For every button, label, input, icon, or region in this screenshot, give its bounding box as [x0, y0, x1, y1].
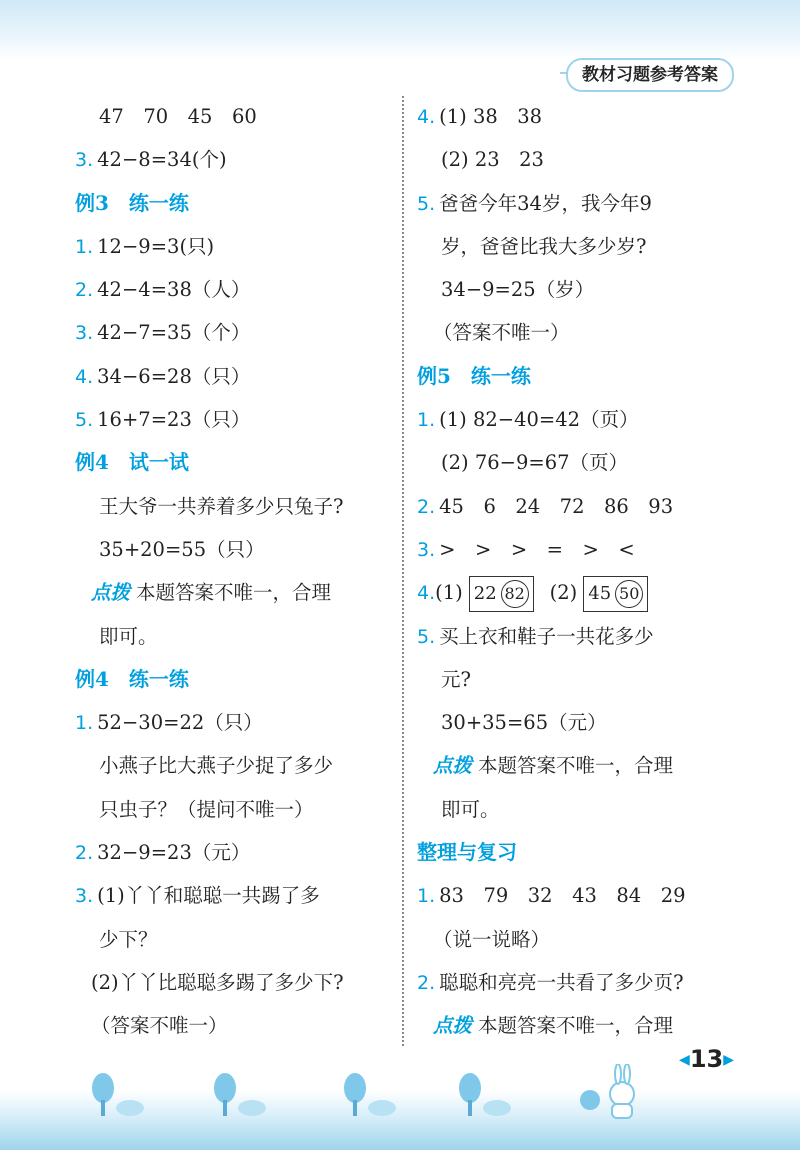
item-number: 4.: [417, 582, 436, 605]
answer-text: 35+20=55（只）: [99, 537, 265, 561]
item-number: 1.: [417, 885, 436, 908]
answer-item: [417, 95, 747, 138]
answer-item: [417, 874, 747, 917]
answer-text: 34−9=25（岁）: [441, 278, 595, 302]
section-heading: [417, 831, 747, 874]
answer-text: 岁，爸爸比我大多少岁?: [441, 234, 647, 258]
item-number: 5.: [417, 625, 436, 648]
answer-item: [75, 268, 393, 311]
answer-text: （答案不唯一）: [91, 1014, 228, 1038]
item-text: 42−8=34(个): [97, 148, 227, 172]
answer-item: [75, 831, 393, 874]
item-number: 5.: [417, 192, 436, 215]
item-text: 34−6=28（只）: [97, 364, 251, 388]
answer-text: (2)丫丫比聪聪多踢了多少下?: [91, 970, 344, 994]
answer-text: 只虫子？（提问不唯一）: [99, 797, 314, 821]
item-text: 买上衣和鞋子一共花多少: [439, 624, 654, 648]
answer-item: [417, 485, 747, 528]
section-title: 练一练: [470, 363, 531, 388]
section-title: 练一练: [128, 190, 189, 215]
answer-item: [75, 311, 393, 354]
section-heading: [75, 182, 393, 225]
item-text: > > > = > <: [439, 537, 635, 561]
item-text: 42−4=38（人）: [97, 278, 251, 302]
section-label: 整理与复习: [417, 840, 517, 865]
answer-box: [469, 576, 534, 612]
answer-text: (2) 23 23: [441, 148, 544, 172]
right-column: [417, 95, 747, 1048]
column-divider: [402, 96, 404, 1046]
answer-box: [583, 576, 648, 612]
answer-text: 王大爷一共养着多少只兔子?: [99, 494, 344, 518]
item-text: (1) 82−40=42（页）: [439, 408, 639, 432]
tip-label: 点拨: [433, 1014, 473, 1038]
answer-item: [417, 615, 747, 658]
item-number: 3.: [75, 322, 94, 345]
item-number: 4.: [75, 365, 94, 388]
item-number: 3.: [75, 885, 94, 908]
rabbit-mascot-icon: [570, 1064, 650, 1124]
answer-item: [75, 225, 393, 268]
tip-label: 点拨: [91, 581, 131, 605]
tip-note: [417, 744, 747, 787]
section-label: 例5: [417, 363, 451, 388]
answer-item: [417, 398, 747, 441]
item-text: 爸爸今年34岁，我今年9: [439, 191, 652, 215]
answer-text: 少下？: [99, 927, 158, 951]
box-value: 22: [473, 582, 497, 604]
item-text: 45 6 24 72 86 93: [439, 494, 674, 518]
top-decor-band: [0, 0, 800, 60]
item-text: 42−7=35（个）: [97, 321, 251, 345]
tip-text: 本题答案不唯一，合理: [136, 581, 332, 605]
item-text: (1)丫丫和聪聪一共踢了多: [97, 884, 320, 908]
answer-text: 元?: [441, 667, 471, 691]
answer-item: [417, 961, 747, 1004]
left-column: [75, 95, 393, 1048]
item-number: 2.: [75, 279, 94, 302]
item-number: 2.: [417, 971, 436, 994]
left-arrow-icon: ◀: [679, 1052, 690, 1068]
item-number: 3.: [417, 538, 436, 561]
circled-value: 50: [615, 580, 643, 608]
item-number: 1.: [417, 409, 436, 432]
answer-item: [75, 701, 393, 744]
item-text: 聪聪和亮亮一共看了多少页?: [439, 970, 684, 994]
right-arrow-icon: ▶: [723, 1052, 734, 1068]
item-number: 1.: [75, 235, 94, 258]
section-label: 例3: [75, 190, 109, 215]
answer-item: [417, 528, 747, 571]
item-number: 5.: [75, 409, 94, 432]
answer-item: [75, 138, 393, 181]
section-label: 例4: [75, 666, 109, 691]
circled-value: 82: [501, 580, 529, 608]
answer-item: [417, 182, 747, 225]
item-text: 83 79 32 43 84 29: [439, 884, 686, 908]
tip-note: [417, 1004, 747, 1047]
item-text: 52−30=22（只）: [97, 711, 263, 735]
answer-text: (2) 76−9=67（页）: [441, 451, 629, 475]
section-title: 练一练: [128, 666, 189, 691]
item-number: 3.: [75, 149, 94, 172]
section-heading: [75, 658, 393, 701]
item-number: 4.: [417, 106, 436, 128]
page-number-value: 13: [689, 1045, 724, 1073]
answer-item: [417, 571, 747, 614]
box-value: 45: [588, 582, 612, 604]
item-text: 16+7=23（只）: [97, 408, 251, 432]
item-number: 2.: [75, 842, 94, 865]
answer-text: 47 70 45 60: [99, 105, 257, 128]
page-header-title: 教材习题参考答案: [566, 58, 734, 92]
section-heading: [417, 355, 747, 398]
answer-text: 即可。: [441, 797, 500, 821]
answer-text: 即可。: [99, 624, 158, 648]
answer-item: [75, 355, 393, 398]
answer-item: [75, 398, 393, 441]
section-heading: [75, 441, 393, 484]
item-text: 32−9=23（元）: [97, 841, 251, 865]
tree-icon: [88, 1070, 148, 1120]
tip-label: 点拨: [433, 754, 473, 778]
part-label: (1): [435, 581, 463, 605]
page-number: [679, 1045, 734, 1073]
tip-note: [75, 571, 393, 614]
section-title: 试一试: [128, 450, 189, 475]
tip-text: 本题答案不唯一，合理: [478, 1014, 674, 1038]
part-label: (2): [549, 581, 578, 605]
answer-text: （答案不唯一）: [433, 321, 570, 345]
answer-text: 小燕子比大燕子少捉了多少: [99, 754, 334, 778]
tip-text: 本题答案不唯一，合理: [478, 754, 674, 778]
item-text: (1) 38 38: [439, 105, 543, 128]
answer-item: [75, 874, 393, 917]
answer-text: （说一说略）: [433, 927, 551, 951]
section-label: 例4: [75, 450, 109, 475]
tree-icon: [210, 1070, 270, 1120]
item-number: 2.: [417, 495, 436, 518]
item-text: 12−9=3(只): [97, 234, 215, 258]
tree-icon: [340, 1070, 400, 1120]
tree-icon: [455, 1070, 515, 1120]
answer-text: 30+35=65（元）: [441, 711, 607, 735]
item-number: 1.: [75, 712, 94, 735]
